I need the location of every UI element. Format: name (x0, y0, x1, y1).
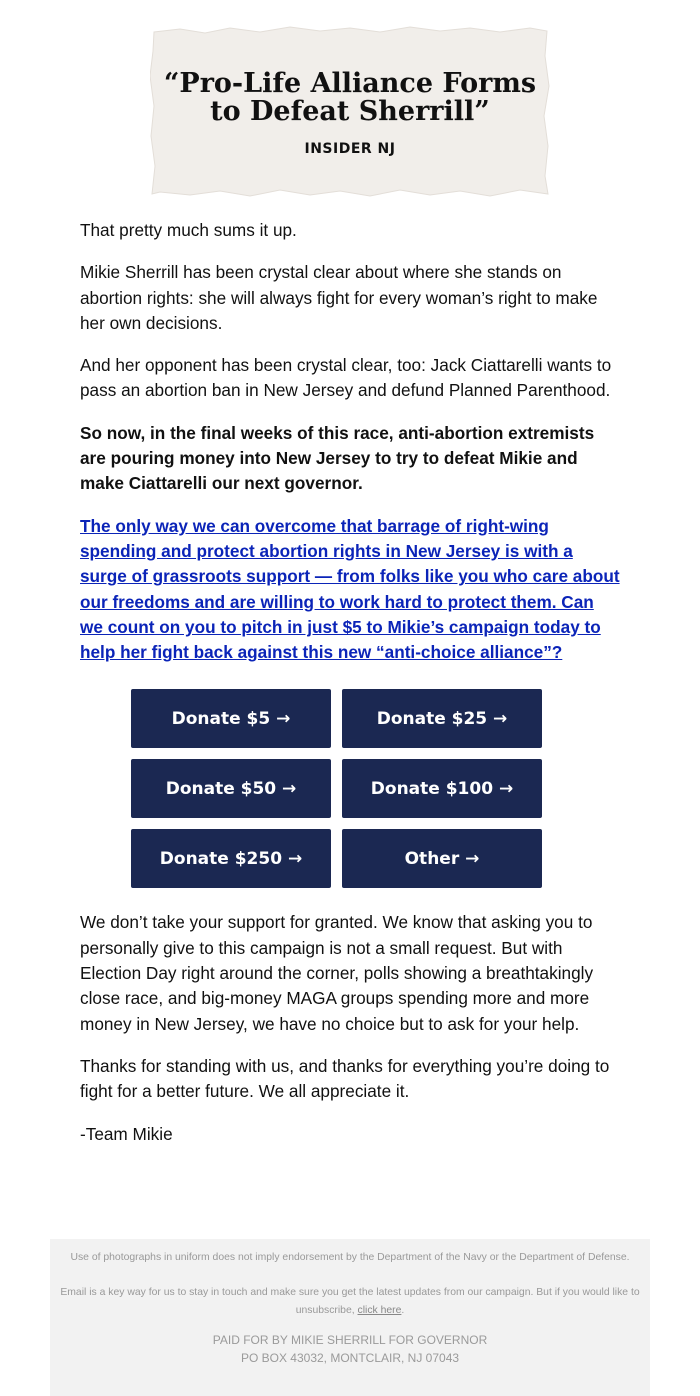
clipping-headline (150, 70, 550, 126)
footer-email-note (50, 1284, 650, 1320)
address-line: PO BOX 43032, MONTCLAIR, NJ 07043 (240, 1351, 460, 1365)
donate-5-button[interactable]: Donate $5 → (131, 689, 331, 748)
paragraph-extremists: So now, in the final weeks of this race, anti-abortion extremists are pouring money into New Jersey to try to defeat Mikie and make Ciattarelli our next governor. (80, 422, 595, 494)
clipping-source: INSIDER NJ (304, 141, 396, 157)
signature: -Team Mikie (80, 1123, 173, 1144)
donate-250-button[interactable]: Donate $250 → (131, 829, 331, 888)
footer-period: . (401, 1305, 405, 1316)
headline-line-1: “Pro-Life Alliance Forms (163, 68, 537, 99)
email-body (80, 218, 620, 1164)
footer-disclaimer: Use of photographs in uniform does not imply endorsement by the Department of the Navy or the Department of Defense. (70, 1252, 630, 1263)
unsubscribe-link[interactable]: click here (357, 1305, 402, 1316)
donate-50-button[interactable]: Donate $50 → (131, 759, 331, 818)
paragraph-opponent: And her opponent has been crystal clear, too: Jack Ciattarelli wants to pass an abortion ban in New Jersey and defund Planned Parenthood. (80, 355, 612, 401)
donate-button-grid (131, 689, 543, 888)
paragraph-sherrill-stance: Mikie Sherrill has been crystal clear about where she stands on abortion rights: she will always fight for every woman’s right to make her own decisions. (80, 262, 598, 333)
donate-100-button[interactable]: Donate $100 → (342, 759, 542, 818)
paragraph-support-request: We don’t take your support for granted. We know that asking you to personally give to this campaign is not a small request. But with Election Day right around the corner, polls showing a breathtakingly close race, and big-money MAGA groups spending more and more money in New Jersey, we have no choice but to ask for your help. (80, 912, 594, 1034)
footer-paid-for (50, 1331, 650, 1367)
donate-25-button[interactable]: Donate $25 → (342, 689, 542, 748)
paragraph-thanks: Thanks for standing with us, and thanks for everything you’re doing to fight for a better future. We all appreciate it. (80, 1055, 610, 1102)
donate-other-button[interactable]: Other → (342, 829, 542, 888)
email-footer (50, 1239, 650, 1396)
headline-clipping-image (150, 26, 550, 198)
paid-for-line: PAID FOR BY MIKIE SHERRILL FOR GOVERNOR (212, 1333, 488, 1347)
donate-appeal-link[interactable]: The only way we can overcome that barrage of right-wing spending and protect abortion rights in New Jersey is with a surge of grassroots support — from folks like you who care about our freedoms and are willing to work hard to protect them. Can we count on you to pitch in just $5 to Mikie’s campaign today to help her fight back against this new “anti-choice alliance”? (80, 515, 620, 663)
paragraph-intro: That pretty much sums it up. (80, 220, 297, 240)
paragraph-donate-appeal (80, 514, 620, 666)
headline-line-2: to Defeat Sherrill” (210, 96, 490, 127)
footer-email-text: Email is a key way for us to stay in touch and make sure you get the latest updates from our campaign. But if you would like to unsubscribe, (60, 1287, 640, 1316)
